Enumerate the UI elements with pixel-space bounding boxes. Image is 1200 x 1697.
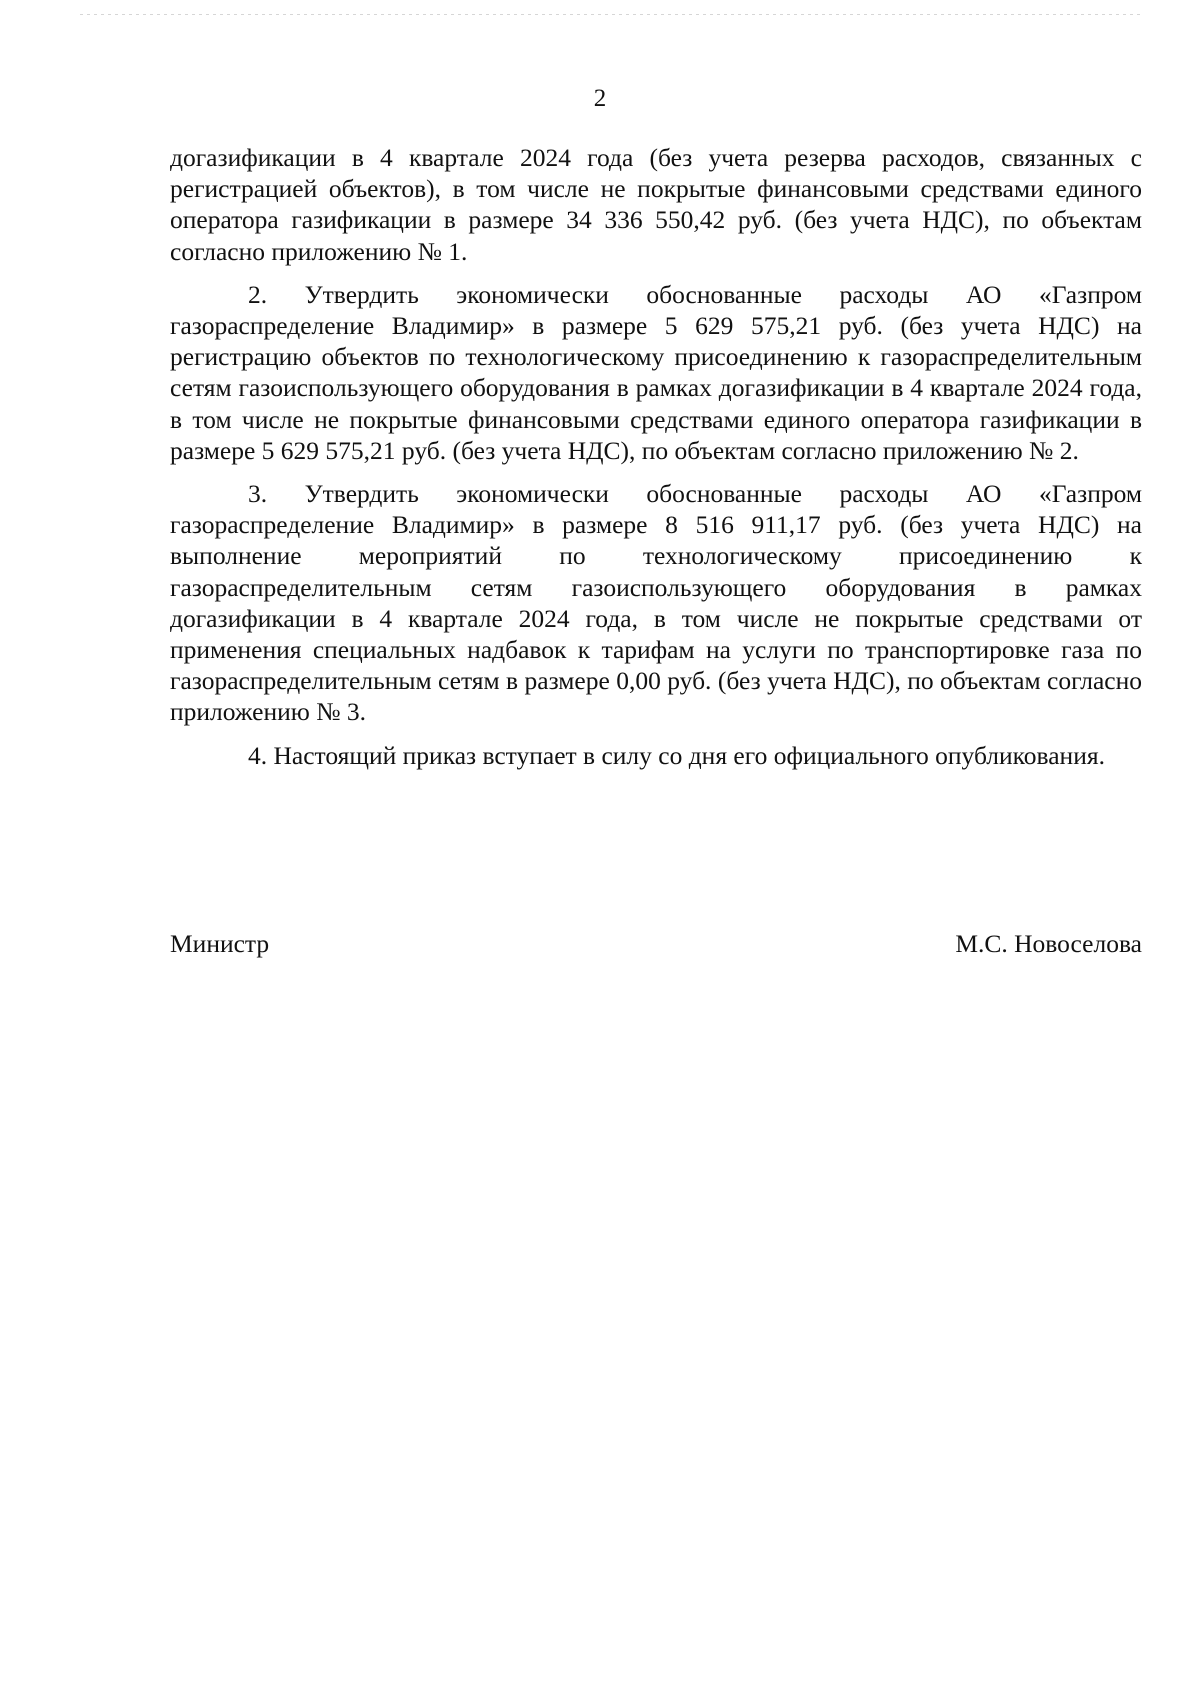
paragraph-2: 2. Утвердить экономически обоснованные расходы АО «Газпром газораспределение Владимир» в размере 5 629 575,21 руб. (без учета НДС) на регистрацию объектов по технологическому присоединению к газораспределительным сетям газоиспользующего оборудования в рамках догазификации в 4 квартале 2024 года, в том числе не покрытые финансовыми средствами единого оператора газификации в размере 5 629 575,21 руб. (без учета НДС), по объектам согласно приложению № 2. (170, 279, 1142, 465)
signatory-name: М.С. Новоселова (955, 929, 1142, 958)
document-body (170, 142, 1142, 783)
paragraph-3: 3. Утвердить экономически обоснованные расходы АО «Газпром газораспределение Владимир» в размере 8 516 911,17 руб. (без учета НДС) на выполнение мероприятий по технологическому присоединению к газораспределительным сетям газоиспользующего оборудования в рамках догазификации в 4 квартале 2024 года, в том числе не покрытые средствами от применения специальных надбавок к тарифам на услуги по транспортировке газа по газораспределительным сетям в размере 0,00 руб. (без учета НДС), по объектам согласно приложению № 3. (170, 479, 1142, 727)
signature-block (170, 928, 1142, 959)
page-number: 2 (593, 85, 607, 112)
signatory-position: Министр (170, 929, 270, 958)
paragraph-4: 4. Настоящий приказ вступает в силу со дня его официального опубликования. (248, 740, 1105, 770)
scan-edge-line (80, 14, 1140, 15)
paragraph-1-continuation: догазификации в 4 квартале 2024 года (без учета резерва расходов, связанных с регистрацией объектов), в том числе не покрытые финансовыми средствами единого оператора газификации в размере 34 336 550,42 руб. (без учета НДС), по объектам согласно приложению № 1. (170, 143, 1142, 266)
